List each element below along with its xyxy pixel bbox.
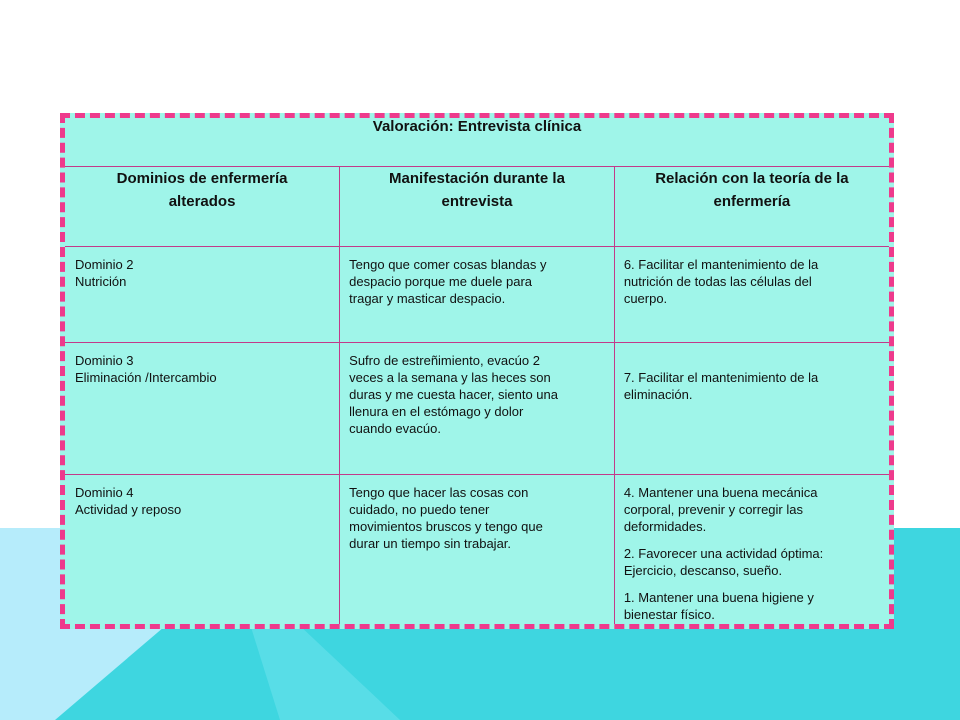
manifestation-cell <box>340 342 615 474</box>
column-header-manifestation-label: Manifestación durante la entrevista <box>389 169 565 210</box>
table-header-row <box>65 166 889 246</box>
relation-text: 4. Mantener una buena mecánica corporal, prevenir y corregir las deformidades. <box>623 484 818 534</box>
assessment-table-frame <box>60 113 894 629</box>
manifestation-cell <box>340 474 615 624</box>
domain-cell <box>65 246 340 342</box>
relation-cell <box>614 474 889 624</box>
relation-cell <box>614 342 889 474</box>
relation-text: 6. Facilitar el mantenimiento de la nutrición de todas las células del cuerpo. <box>623 256 819 306</box>
manifestation-text: Sufro de estreñimiento, evacúo 2 veces a la semana y las heces son duras y me cuesta hacer, siento una llenura en el estómago y dolor cuando evacúo. <box>349 352 559 436</box>
domain-cell <box>65 474 340 624</box>
manifestation-text: Tengo que comer cosas blandas y despacio porque me duele para tragar y masticar despacio. <box>349 256 547 306</box>
domain-text: Dominio 2 Nutrición <box>75 256 134 289</box>
relation-text: 7. Facilitar el mantenimiento de la eliminación. <box>623 369 819 402</box>
domain-text: Dominio 3 Eliminación /Intercambio <box>75 352 217 385</box>
column-header-relation <box>614 166 889 246</box>
table-title-row <box>65 118 889 166</box>
relation-cell <box>614 246 889 342</box>
table-row <box>65 246 889 342</box>
column-header-domain <box>65 166 340 246</box>
domain-text: Dominio 4 Actividad y reposo <box>75 484 182 517</box>
relation-text: 2. Favorecer una actividad óptima: Ejercicio, descanso, sueño. <box>623 545 824 578</box>
column-header-manifestation <box>340 166 615 246</box>
assessment-table <box>65 118 889 624</box>
domain-cell <box>65 342 340 474</box>
column-header-relation-label: Relación con la teoría de la enfermería <box>655 169 849 210</box>
column-header-domain-label: Dominios de enfermería alterados <box>116 169 288 210</box>
table-title: Valoración: Entrevista clínica <box>65 118 889 166</box>
manifestation-text: Tengo que hacer las cosas con cuidado, no puedo tener movimientos bruscos y tengo que durar un tiempo sin trabajar. <box>349 484 543 551</box>
table-row <box>65 474 889 624</box>
manifestation-cell <box>340 246 615 342</box>
table-row <box>65 342 889 474</box>
relation-text: 1. Mantener una buena higiene y bienestar físico. <box>623 589 814 622</box>
